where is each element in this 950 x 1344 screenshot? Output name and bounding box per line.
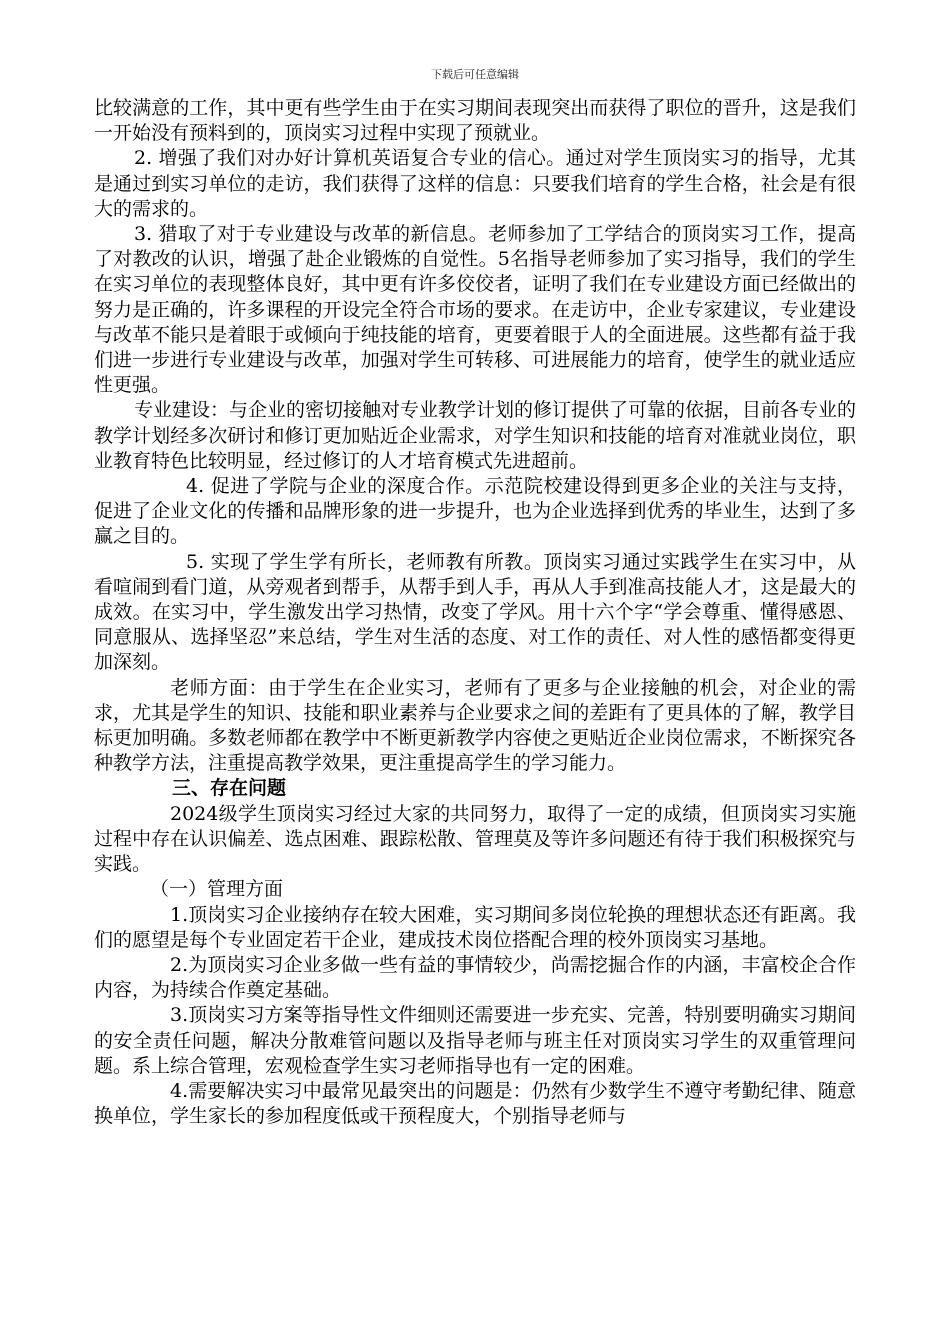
paragraph-management-1: 1.顶岗实习企业接纳存在较大困难，实习期间多岗位轮换的理想状态还有距离。我们的愿望是每个专业固定若干企业，建成技术岗位搭配合理的校外顶岗实习基地。 xyxy=(94,903,856,951)
document-body xyxy=(94,96,856,1129)
paragraph-specialty-building: 专业建设：与企业的密切接触对专业教学计划的修订提供了可靠的依据，目前各专业的教学计划经多次研讨和修订更加贴近企业需求，对学生知识和技能的培育对准就业岗位，职业教育特色比较明显，经过修订的人才培育模式先进超前。 xyxy=(94,399,857,472)
paragraph-item-4: 4. 促进了学院与企业的深度合作。示范院校建设得到更多企业的关注与支持，促进了企业文化的传播和品牌形象的进一步提升，也为企业选择到优秀的毕业生，达到了多赢之目的。 xyxy=(94,475,856,548)
paragraph-teachers: 老师方面：由于学生在企业实习，老师有了更多与企业接触的机会，对企业的需求，尤其是学生的知识、技能和职业素养与企业要求之间的差距有了更具体的了解，教学目标更加明确。多数老师都在教学中不断更新教学内容使之更贴近企业岗位需求，不断探究各种教学方法，注重提高教学效果，更注重提高学生的学习能力。 xyxy=(94,676,856,775)
paragraph-item-5: 5. 实现了学生学有所长，老师教有所教。顶岗实习通过实践学生在实习中，从看喧闹到看门道，从旁观者到帮手，从帮手到人手，再从人手到准高技能人才，这是最大的成效。在实习中，学生激发出学习热情，改变了学风。用十六个字“学会尊重、懂得感恩、同意服从、选择坚忍”来总结，学生对生活的态度、对工作的责任、对人性的感悟都变得更加深刻。 xyxy=(94,550,856,674)
paragraph-item-3: 3. 猎取了对于专业建设与改革的新信息。老师参加了工学结合的顶岗实习工作，提高了对教改的认识，增强了赴企业锻炼的自觉性。5名指导老师参加了实习指导，我们的学生在实习单位的表现整体良好，其中更有许多佼佼者，证明了我们在专业建设方面已经做出的努力是正确的，许多课程的开设完全符合市场的要求。在走访中，企业专家建议，专业建设与改革不能只是着眼于或倾向于纯技能的培育，更要着眼于人的全面进展。这些都有益于我们进一步进行专业建设与改革，加强对学生可转移、可进展能力的培育，使学生的就业适应性更强。 xyxy=(94,223,856,397)
section-heading: 三、存在问题 xyxy=(172,777,287,800)
page-header: 下载后可任意编辑 xyxy=(431,68,519,81)
paragraph-management-3: 3.顶岗实习方案等指导性文件细则还需要进一步充实、完善，特别要明确实习期间的安全责任问题，解决分散难管问题以及指导老师与班主任对顶岗实习学生的双重管理问题。系上综合管理，宏观检查学生实习老师指导也有一定的困难。 xyxy=(94,1004,856,1077)
paragraph-management-4: 4.需要解决实习中最常见最突出的问题是：仍然有少数学生不遵守考勤纪律、随意换单位，学生家长的参加程度低或干预程度大，个别指导老师与 xyxy=(94,1079,856,1128)
paragraph-item-2: 2. 增强了我们对办好计算机英语复合专业的信心。通过对学生顶岗实习的指导，尤其是通过到实习单位的走访，我们获得了这样的信息：只要我们培育的学生合格，社会是有很大的需求的。 xyxy=(94,147,856,220)
paragraph-section-intro: 2024级学生顶岗实习经过大家的共同努力，取得了一定的成绩，但顶岗实习实施过程中存在认识偏差、选点困难、跟踪松散、管理莫及等许多问题还有待于我们积极探究与实践。 xyxy=(94,802,856,876)
paragraph-continuation: 比较满意的工作，其中更有些学生由于在实习期间表现突出而获得了职位的晋升，这是我们一开始没有预料到的，顶岗实习过程中实现了预就业。 xyxy=(94,97,856,145)
paragraph-management-2: 2.为顶岗实习企业多做一些有益的事情较少，尚需挖掘合作的内涵，丰富校企合作内容，为持续合作奠定基础。 xyxy=(94,953,856,1002)
subsection-heading: （一）管理方面 xyxy=(150,878,284,901)
